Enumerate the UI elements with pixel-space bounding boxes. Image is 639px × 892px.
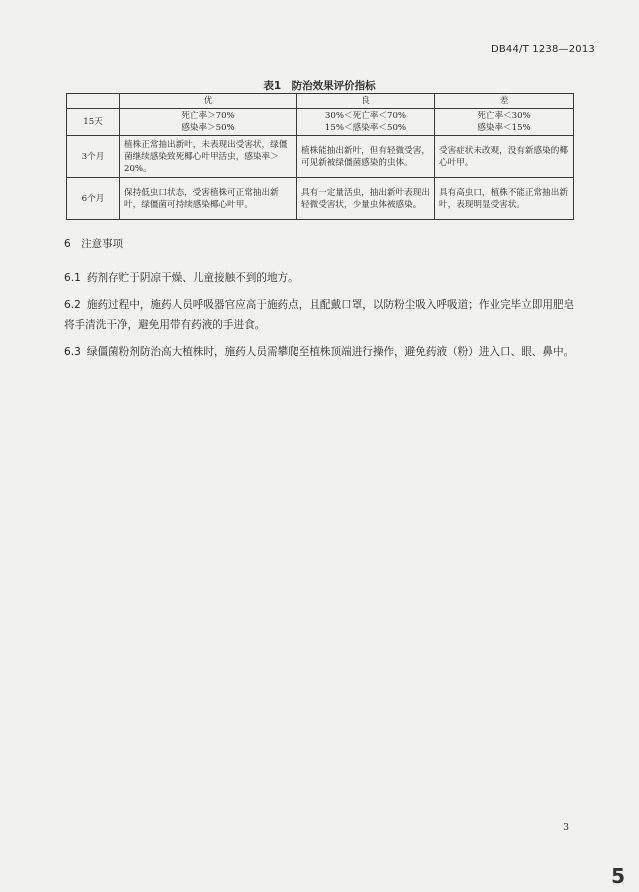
poor-cell: 具有高虫口，植株不能正常抽出新叶，表现明显受害状。 bbox=[435, 178, 574, 220]
clause-text: 药剂存贮于阴凉干燥、儿童接触不到的地方。 bbox=[86, 272, 299, 284]
clause-6-1 bbox=[64, 268, 579, 288]
poor-cell: 死亡率＜30% 感染率＜15% bbox=[435, 109, 574, 136]
header-cell-empty bbox=[67, 94, 120, 109]
header-cell-poor: 差 bbox=[435, 94, 574, 109]
good-cell: 植株能抽出新叶，但有轻微受害，可见新被绿僵菌感染的虫体。 bbox=[297, 136, 435, 178]
good-cell: 30%＜死亡率＜70% 15%＜感染率＜50% bbox=[297, 109, 435, 136]
poor-cell: 受害症状未改观，没有新感染的椰心叶甲。 bbox=[435, 136, 574, 178]
clause-text: 施药过程中，施药人员呼吸器官应高于施药点，且配戴口罩，以防粉尘吸入呼吸道；作业完毕立即用肥皂将手清洗干净，避免用带有药液的手进食。 bbox=[64, 299, 575, 331]
table-row bbox=[67, 178, 574, 220]
clause-6-2 bbox=[64, 295, 579, 335]
header-cell-excellent: 优 bbox=[120, 94, 297, 109]
excellent-cell: 植株正常抽出新叶，未表现出受害状，绿僵菌继续感染致死椰心叶甲活虫，感染率＞20%。 bbox=[120, 136, 297, 178]
standard-code: DB44/T 1238—2013 bbox=[490, 44, 595, 55]
page-number: 3 bbox=[563, 823, 569, 833]
good-cell: 具有一定量活虫，抽出新叶表现出轻微受害状，少量虫体被感染。 bbox=[297, 178, 435, 220]
clause-6-3 bbox=[64, 342, 579, 362]
table-row bbox=[67, 136, 574, 178]
table-title: 表1 防治效果评价指标 bbox=[263, 80, 376, 92]
clause-text: 绿僵菌粉剂防治高大植株时，施药人员需攀爬至植株顶端进行操作，避免药液（粉）进入口、眼、鼻中。 bbox=[86, 346, 575, 358]
section-title: 6 注意事项 bbox=[64, 238, 124, 250]
period-cell: 6个月 bbox=[67, 178, 120, 220]
evaluation-table bbox=[66, 93, 574, 220]
period-cell: 3个月 bbox=[67, 136, 120, 178]
period-cell: 15天 bbox=[67, 109, 120, 136]
excellent-cell: 保持低虫口状态，受害植株可正常抽出新叶，绿僵菌可持续感染椰心叶甲。 bbox=[120, 178, 297, 220]
table-header-row bbox=[67, 94, 574, 109]
excellent-cell: 死亡率＞70% 感染率＞50% bbox=[120, 109, 297, 136]
clause-number: 6.3 bbox=[64, 346, 81, 358]
header-cell-good: 良 bbox=[297, 94, 435, 109]
corner-page-number: 5 bbox=[611, 864, 625, 888]
table-row bbox=[67, 109, 574, 136]
clause-number: 6.1 bbox=[64, 272, 81, 284]
clause-number: 6.2 bbox=[64, 299, 81, 311]
